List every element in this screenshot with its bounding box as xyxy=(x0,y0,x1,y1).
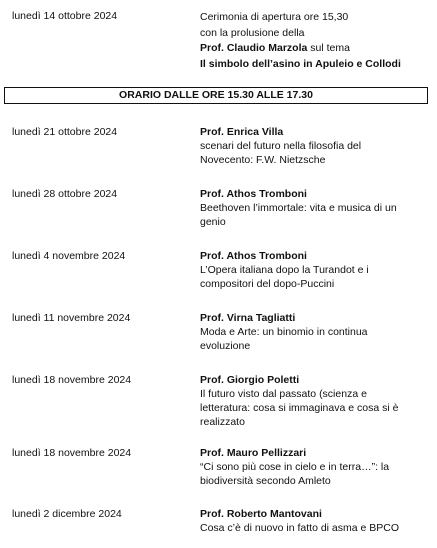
lecture-date: lunedì 2 dicembre 2024 xyxy=(12,508,122,520)
opening-detail xyxy=(200,10,430,72)
lecture-date: lunedì 28 ottobre 2024 xyxy=(12,188,118,200)
lecture-date: lunedì 18 novembre 2024 xyxy=(12,447,132,459)
lecture-detail xyxy=(200,446,428,488)
lecture-detail xyxy=(200,507,428,535)
lecture-detail xyxy=(200,125,428,167)
lecture-date: lunedì 11 novembre 2024 xyxy=(12,312,131,324)
lecture-topic-line: “Ci sono più cose in cielo e in terra…”: la xyxy=(200,461,390,473)
opening-line-3-rest: sul tema xyxy=(307,42,350,54)
lecture-detail xyxy=(200,249,428,291)
lecture-speaker: Prof. Giorgio Poletti xyxy=(200,374,300,386)
lecture-speaker: Prof. Mauro Pellizzari xyxy=(200,447,307,459)
opening-speaker: Prof. Claudio Marzola xyxy=(200,42,308,54)
lecture-topic-line: scenari del futuro nella filosofia del xyxy=(200,140,362,152)
lecture-topic-line: compositori del dopo-Puccini xyxy=(200,278,335,290)
lecture-topic-line: Moda e Arte: un binomio in continua xyxy=(200,326,368,338)
lecture-topic-line: realizzato xyxy=(200,416,245,428)
lecture-speaker: Prof. Enrica Villa xyxy=(200,126,284,138)
opening-line-2: con la prolusione della xyxy=(200,26,305,39)
lecture-speaker: Prof. Athos Tromboni xyxy=(200,188,307,200)
lecture-topic-line: Il futuro visto dal passato (scienza e xyxy=(200,388,367,400)
lecture-topic-line: Novecento: F.W. Nietzsche xyxy=(200,154,326,166)
lecture-topic-line: Cosa c’è di nuovo in fatto di asma e BPCO xyxy=(200,522,400,534)
lecture-topic-line: genio xyxy=(200,216,226,228)
lecture-speaker: Prof. Roberto Mantovani xyxy=(200,508,322,520)
lecture-date: lunedì 18 novembre 2024 xyxy=(12,374,132,386)
schedule-time-banner: ORARIO DALLE ORE 15.30 ALLE 17.30 xyxy=(4,87,428,104)
lecture-speaker: Prof. Athos Tromboni xyxy=(200,250,307,262)
lecture-topic-line: Beethoven l’immortale: vita e musica di un xyxy=(200,202,397,214)
opening-topic: Il simbolo dell’asino in Apuleio e Collodi xyxy=(200,57,401,70)
lecture-speaker: Prof. Virna Tagliatti xyxy=(200,312,296,324)
lecture-detail xyxy=(200,373,428,429)
lecture-topic-line: L’Opera italiana dopo la Turandot e i xyxy=(200,264,369,276)
opening-line-3 xyxy=(200,41,430,57)
lecture-topic-line: evoluzione xyxy=(200,340,251,352)
lecture-detail xyxy=(200,187,428,229)
opening-line-1: Cerimonia di apertura ore 15,30 xyxy=(200,11,349,23)
lecture-topic-line: biodiversità secondo Amleto xyxy=(200,475,331,487)
lecture-detail xyxy=(200,311,428,353)
lecture-date: lunedì 4 novembre 2024 xyxy=(12,250,126,262)
opening-date: lunedì 14 ottobre 2024 xyxy=(12,10,118,22)
lecture-date: lunedì 21 ottobre 2024 xyxy=(12,126,118,138)
lecture-topic-line: letteratura: cosa si immaginava e cosa si è xyxy=(200,402,399,414)
